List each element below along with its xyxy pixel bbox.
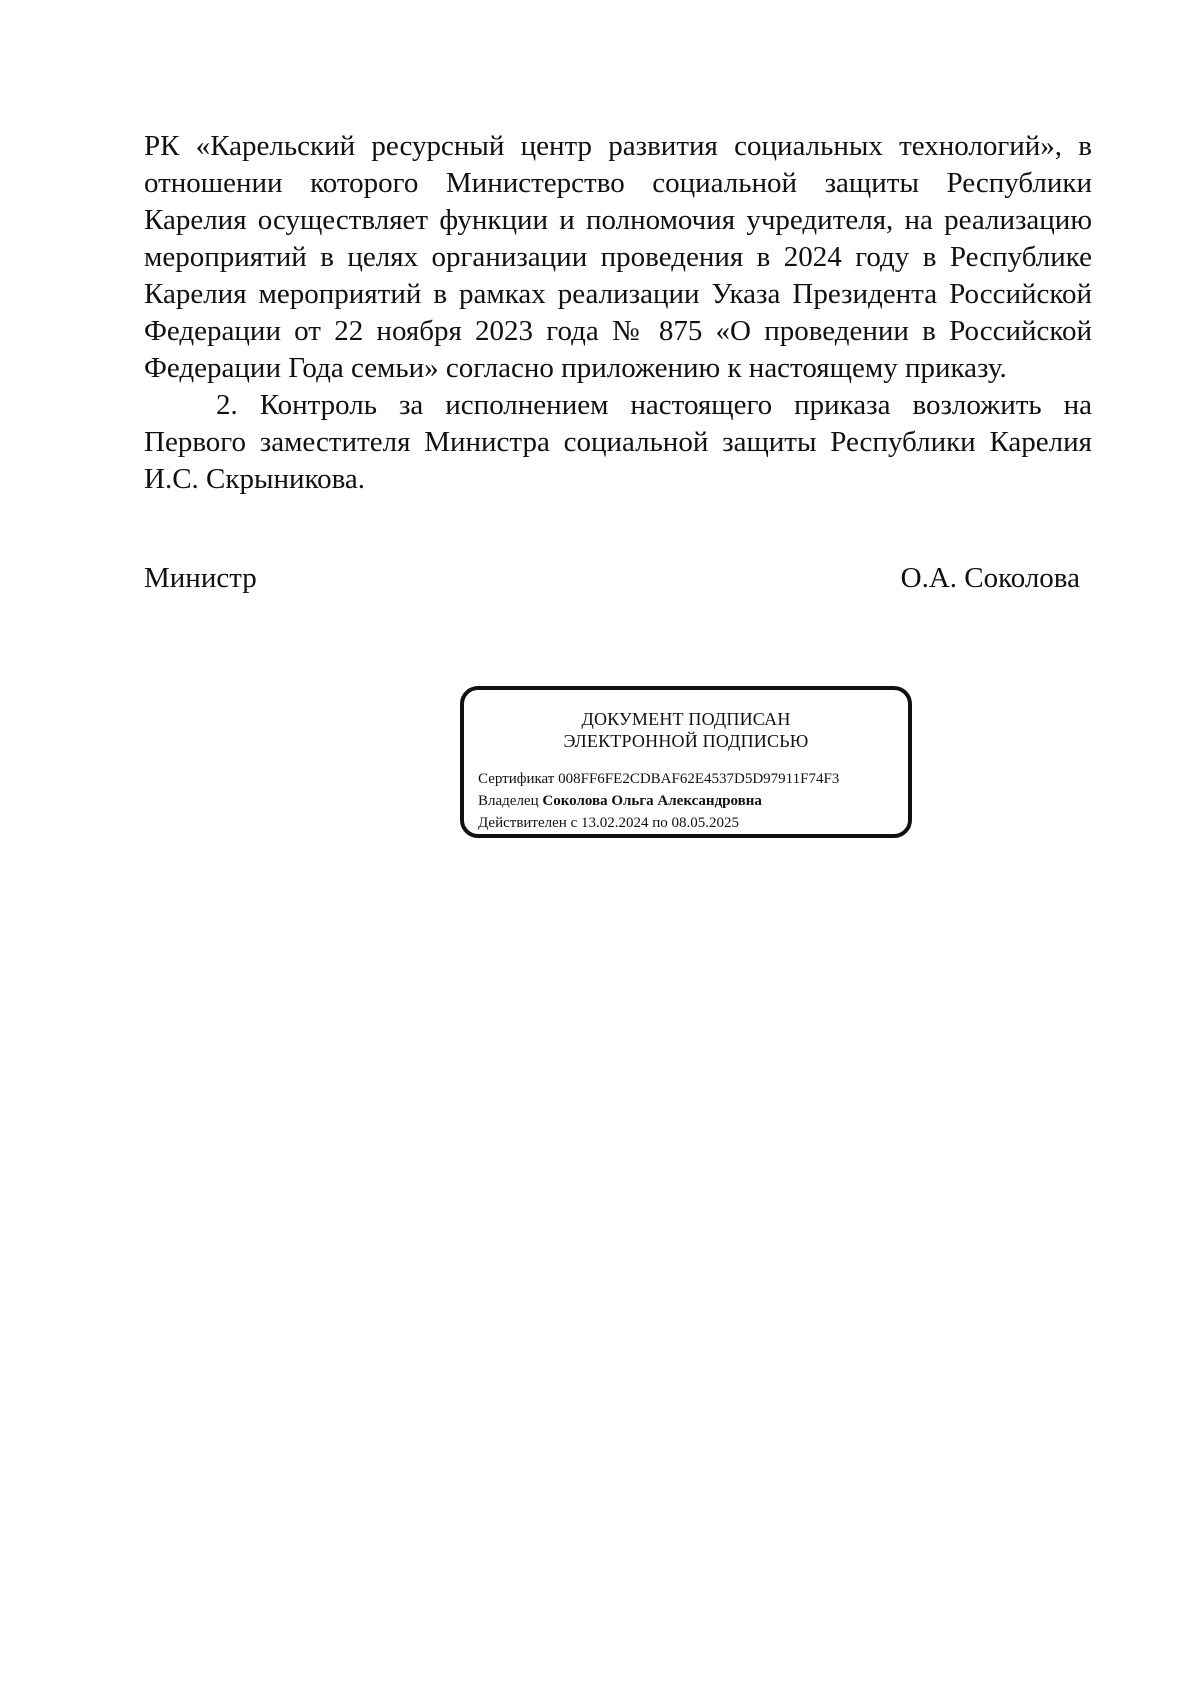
stamp-title <box>464 708 908 752</box>
stamp-details <box>478 768 839 834</box>
stamp-certificate-line <box>478 768 839 790</box>
certificate-value: 008FF6FE2CDBAF62E4537D5D97911F74F3 <box>558 771 840 787</box>
electronic-signature-stamp <box>460 686 912 838</box>
valid-to-prefix: по <box>652 815 668 831</box>
document-body <box>144 128 1092 498</box>
signatory-name: О.А. Соколова <box>900 562 1080 594</box>
valid-to: 08.05.2025 <box>671 815 740 831</box>
stamp-validity-line <box>478 812 839 834</box>
stamp-title-line2: ЭЛЕКТРОННОЙ ПОДПИСЬЮ <box>563 731 809 751</box>
owner-value: Соколова Ольга Александровна <box>542 793 762 809</box>
stamp-owner-line <box>478 790 839 812</box>
valid-from-prefix: с <box>570 815 578 831</box>
signature-block <box>144 560 1080 597</box>
signatory-title: Министр <box>144 562 257 594</box>
certificate-label: Сертификат <box>478 771 555 787</box>
stamp-title-line1: ДОКУМЕНТ ПОДПИСАН <box>581 709 791 729</box>
paragraph-continuation: РК «Карельский ресурсный центр развития социальных технологий», в отношении которого Министерство социальной защиты Республики Карелия осуществляет функции и полномочия учредителя, на реализацию мероприятий в целях организации проведения в 2024 году в Республике Карелия мероприятий в рамках реализации Указа Президента Российской Федерации от 22 ноября 2023 года № 875 «О проведении в Российской Федерации Года семьи» согласно приложению к настоящему приказу. <box>144 130 1092 384</box>
valid-from: 13.02.2024 <box>580 815 649 831</box>
paragraph-item-2: 2. Контроль за исполнением настоящего приказа возложить на Первого заместителя Министра социальной защиты Республики Карелия И.С. Скрыникова. <box>144 389 1092 495</box>
owner-label: Владелец <box>478 793 539 809</box>
valid-label: Действителен <box>478 815 567 831</box>
